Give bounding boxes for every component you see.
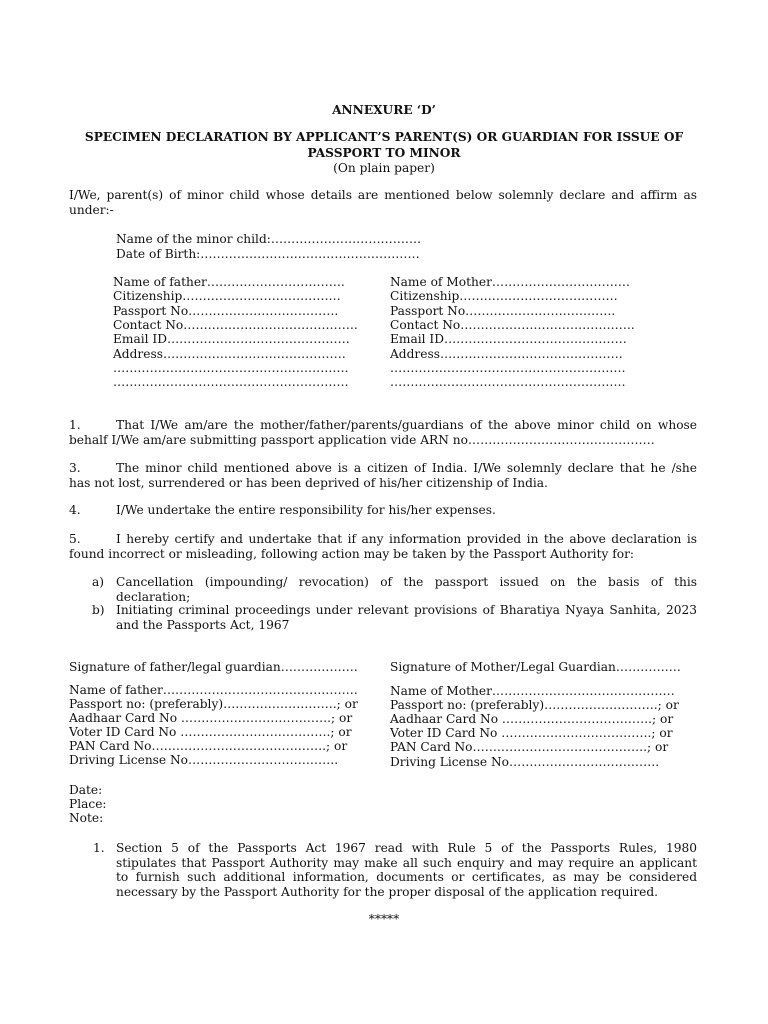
para-3-line-2: has not lost, surrendered or has been deprived of his/her citizenship of India.	[69, 475, 548, 490]
mother-detail-line: Citizenship…………………………………	[390, 289, 618, 303]
para-1-number: 1.	[69, 418, 81, 432]
action-a	[116, 575, 697, 604]
note-1-line-2: stipulates that Passport Authority may make all such enquiry and may require an applicant	[116, 855, 697, 870]
mother-detail-line: ………………………………………………….	[390, 361, 626, 375]
mother-signature-field: Driving License No……………………………….	[390, 755, 660, 769]
para-3	[69, 461, 697, 490]
action-a-line-1: Cancellation (impounding/ revocation) of the passport issued on the basis of this	[116, 575, 697, 589]
mother-signature-field: Voter ID Card No ……………………………….; or	[390, 726, 673, 740]
annexure-heading: ANNEXURE ‘D’	[332, 103, 436, 117]
action-a-marker: a)	[92, 575, 105, 589]
father-signature-field: Driving License No……………………………….	[69, 753, 339, 767]
father-signature-field: Voter ID Card No ……………………………….; or	[69, 725, 352, 739]
mother-signature-field: PAN Card No…………………………………….; or	[390, 740, 669, 754]
mother-detail-line: Contact No…………………………………….	[390, 318, 635, 332]
father-detail-line: Citizenship…………………………………	[113, 289, 341, 303]
mother-signature-field: Passport no: (preferably)……………………….; or	[390, 698, 679, 712]
note-1-number: 1.	[93, 841, 105, 855]
para-3-number: 3.	[69, 461, 81, 475]
para-1-line-2: behalf I/We am/are submitting passport application vide ARN no……………………………………….	[69, 432, 655, 447]
note-1-line-3: to furnish such additional information, documents or certificates, as may be considered	[116, 870, 697, 885]
para-5-line-2: found incorrect or misleading, following action may be taken by the Passport Authority for:	[69, 546, 635, 561]
father-detail-line: Passport No……………………………….	[113, 304, 339, 318]
intro-line-1: I/We, parent(s) of minor child whose details are mentioned below solemnly declare and affirm as	[69, 188, 697, 202]
para-4-line-1: I/We undertake the entire responsibility for his/her expenses.	[116, 503, 496, 517]
minor-dob-field: Date of Birth:………………………………………………	[116, 247, 420, 261]
para-1-line-1: That I/We am/are the mother/father/parents/guardians of the above minor child on whose	[116, 418, 697, 432]
minor-name-field: Name of the minor child:……………………………….	[116, 232, 421, 246]
father-detail-line: Name of father…………………………….	[113, 275, 345, 289]
father-detail-line: Contact No…………………………………….	[113, 318, 358, 332]
title-line-2: PASSPORT TO MINOR	[307, 146, 461, 160]
mother-detail-line: Passport No……………………………….	[390, 304, 616, 318]
title-line-1: SPECIMEN DECLARATION BY APPLICANT’S PARENT(S) OR GUARDIAN FOR ISSUE OF	[84, 130, 684, 144]
note-1	[116, 841, 697, 899]
para-3-line-1: The minor child mentioned above is a citizen of India. I/We solemnly declare that he /she	[116, 461, 697, 475]
intro-paragraph	[69, 188, 697, 217]
end-mark: *****	[368, 912, 400, 926]
para-5-line-1: I hereby certify and undertake that if any information provided in the above declaration is	[116, 532, 697, 546]
para-5	[69, 532, 697, 561]
mother-detail-line: Name of Mother…………………………….	[390, 275, 630, 289]
father-detail-line: ………………………………………………….	[113, 361, 349, 375]
father-signature-field: Aadhaar Card No ……………………………….; or	[69, 711, 353, 725]
action-b-line-2: and the Passports Act, 1967	[116, 617, 290, 632]
mother-detail-line: ………………………………………………….	[390, 375, 626, 389]
date-label: Date:	[69, 783, 103, 797]
para-4-number: 4.	[69, 503, 81, 517]
mother-signature-heading: Signature of Mother/Legal Guardian…………….	[390, 660, 681, 674]
place-label: Place:	[69, 797, 107, 811]
father-signature-field: Name of father…………………………………………	[69, 683, 358, 697]
father-detail-line: Email ID………………………………………	[113, 332, 350, 346]
action-a-line-2: declaration;	[116, 589, 191, 604]
action-b-marker: b)	[92, 603, 105, 617]
intro-line-2: under:-	[69, 202, 114, 217]
para-1	[69, 418, 697, 447]
subtitle: (On plain paper)	[333, 161, 435, 175]
mother-signature-field: Name of Mother………………………………………	[390, 684, 675, 698]
action-b	[116, 603, 697, 632]
father-signature-field: PAN Card No…………………………………….; or	[69, 739, 348, 753]
note-label: Note:	[69, 811, 104, 825]
father-signature-field: Passport no: (preferably)……………………….; or	[69, 697, 358, 711]
mother-detail-line: Address………………………………………	[390, 347, 623, 361]
note-1-line-1: Section 5 of the Passports Act 1967 read with Rule 5 of the Passports Rules, 1980	[116, 841, 697, 855]
father-detail-line: ………………………………………………….	[113, 375, 349, 389]
mother-signature-field: Aadhaar Card No ……………………………….; or	[390, 712, 674, 726]
mother-detail-line: Email ID………………………………………	[390, 332, 627, 346]
father-detail-line: Address………………………………………	[113, 347, 346, 361]
para-5-number: 5.	[69, 532, 81, 546]
note-1-line-4: necessary by the Passport Authority for the proper disposal of the application required.	[116, 884, 659, 899]
father-signature-heading: Signature of father/legal guardian……………….	[69, 660, 358, 674]
action-b-line-1: Initiating criminal proceedings under relevant provisions of Bharatiya Nyaya Sanhita, 2023	[116, 603, 697, 617]
